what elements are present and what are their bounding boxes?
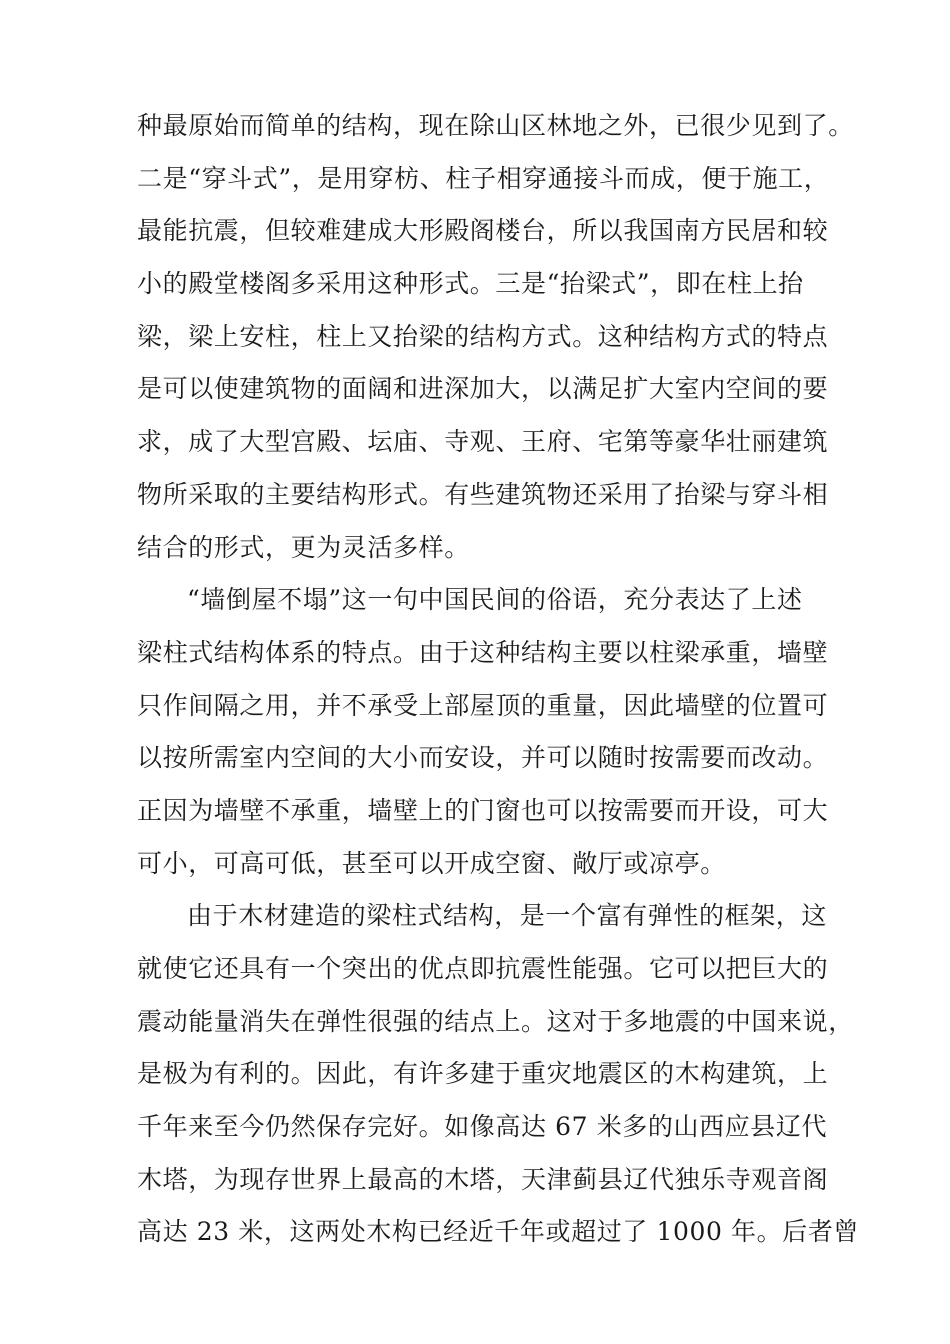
text-line: 梁柱式结构体系的特点。由于这种结构主要以柱梁承重，墙壁 (137, 637, 829, 667)
text-line: 是极为有利的。因此，有许多建于重灾地震区的木构建筑，上 (137, 1059, 829, 1089)
text-line: 木塔，为现存世界上最高的木塔，天津蓟县辽代独乐寺观音阁 (137, 1164, 829, 1194)
text-line: “墙倒屋不塌”这一句中国民间的俗语，充分表达了上述 (187, 585, 803, 615)
text-line: 由于木材建造的梁柱式结构，是一个富有弹性的框架，这 (187, 901, 828, 931)
text-line: 千年来至今仍然保存完好。如像高达 67 米多的山西应县辽代 (137, 1112, 828, 1142)
text-line: 结合的形式，更为灵活多样。 (137, 532, 470, 562)
text-line: 二是“穿斗式”，是用穿枋、柱子相穿通接斗而成，便于施工， (137, 163, 830, 193)
text-line: 就使它还具有一个突出的优点即抗震性能强。它可以把巨大的 (137, 954, 829, 983)
text-line: 以按所需室内空间的大小而安设，并可以随时按需要而改动。 (137, 743, 829, 773)
text-line: 高达 23 米，这两处木构已经近千年或超过了 1000 年。后者曾 (137, 1217, 860, 1247)
body-text (137, 100, 860, 1259)
text-line: 求，成了大型宫殿、坛庙、寺观、王府、宅第等豪华壮丽建筑 (137, 427, 829, 457)
text-line: 正因为墙壁不承重，墙壁上的门窗也可以按需要而开设，可大 (137, 795, 829, 825)
text-line: 梁，梁上安柱，柱上又抬梁的结构方式。这种结构方式的特点 (137, 321, 829, 351)
text-line: 小的殿堂楼阁多采用这种形式。三是“抬梁式”，即在柱上抬 (137, 269, 804, 299)
text-line: 物所采取的主要结构形式。有些建筑物还采用了抬梁与穿斗相 (137, 479, 829, 509)
text-line: 只作间隔之用，并不承受上部屋顶的重量，因此墙壁的位置可 (137, 690, 829, 720)
text-line: 种最原始而简单的结构，现在除山区林地之外，已很少见到了。 (137, 111, 854, 140)
text-line: 可小，可高可低，甚至可以开成空窗、敞厅或凉亭。 (137, 848, 726, 878)
text-line: 最能抗震，但较难建成大形殿阁楼台，所以我国南方民居和较 (137, 216, 829, 246)
text-line: 是可以使建筑物的面阔和进深加大，以满足扩大室内空间的要 (137, 374, 829, 404)
text-line: 震动能量消失在弹性很强的结点上。这对于多地震的中国来说， (137, 1006, 854, 1036)
